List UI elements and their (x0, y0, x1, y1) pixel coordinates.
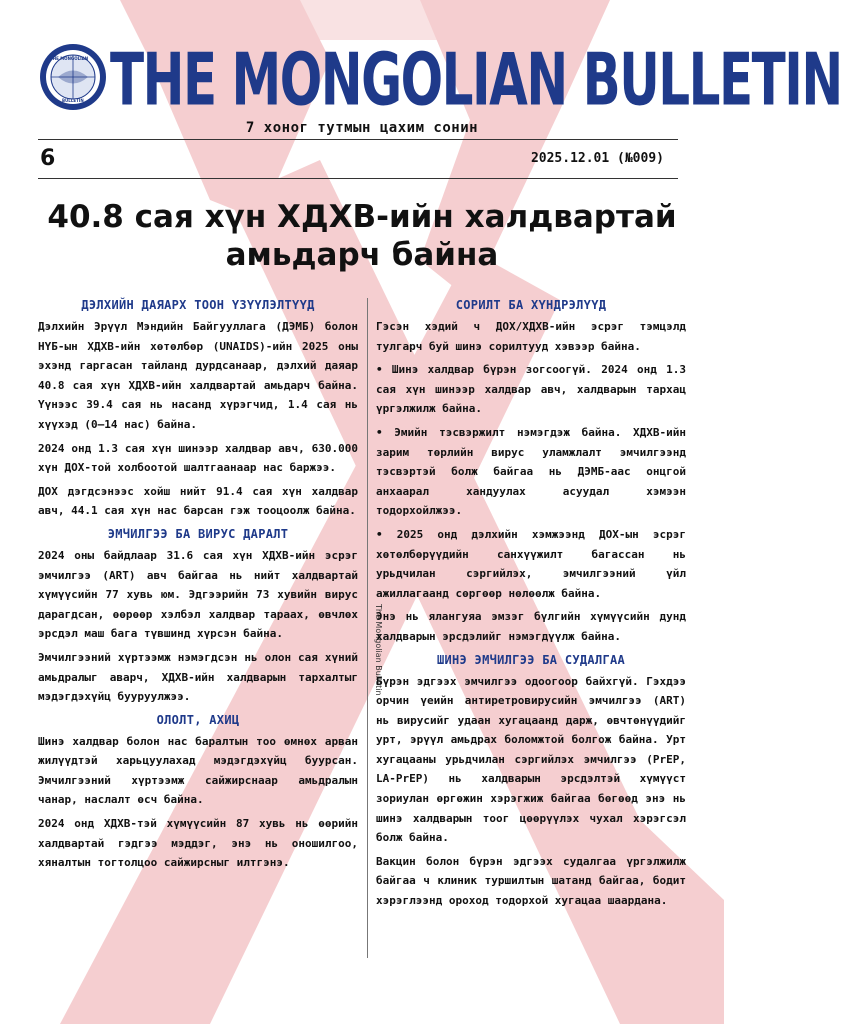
paragraph: Энэ нь ялангуяа эмзэг бүлгийн хүмүүсийн дунд халдварын эрсдэлийг нэмэгдүүлж байна. (376, 610, 686, 643)
bottom-rule (38, 178, 678, 179)
paragraph: Эмчилгээний хүртээмж нэмэгдсэн нь олон сая хүний амьдралыг аварч, ХДХВ-ийн халдварын тархалтыг мэдэгдэхүйц бууруулжээ. (38, 650, 358, 704)
paragraph: ДОХ дэгдсэнээс хойш нийт 91.4 сая хүн халдвар авч, 44.1 сая хүн нас барсан гэж тооцоолж байна. (38, 484, 358, 518)
section-heading-global-stats: ДЭЛХИЙН ДАЯАРХ ТООН ҮЗҮҮЛЭЛТҮҮД (81, 298, 315, 312)
left-column (38, 298, 358, 877)
issue-date: 2025.12.01 (№009) (530, 151, 664, 166)
section-heading-challenges: СОРИЛТ БА ХҮНДРЭЛҮҮД (455, 298, 607, 312)
section-heading-progress: ОЛОЛТ, АХИЦ (156, 712, 240, 727)
paragraph: 2024 онд 1.3 сая хүн шинээр халдвар авч, 630.000 хүн ДОХ-той холбоотой шалтгаанаар нас баржээ. (38, 441, 358, 475)
logo-text-bottom: BULLETIN (62, 98, 84, 103)
headline (30, 198, 694, 274)
section-heading-treatment: ЭМЧИЛГЭЭ БА ВИРУС ДАРАЛТ (107, 526, 289, 541)
paragraph: 2024 оны байдлаар 31.6 сая хүн ХДХВ-ийн эсрэг эмчилгээ (ART) авч байгаа нь нийт халдвартай хүмүүсийн 77 хувь юм. Эдгээрийн 73 хувийн вирус дарагдсан, өөрөөр хэлбэл халдвар тараах, өвчлөх эрсдэл маш бага түвшинд хүрсэн байна. (38, 548, 358, 641)
masthead-title: THE MONGOLIAN BULLETIN (110, 38, 842, 123)
paragraph: Гэсэн хэдий ч ДОХ/ХДХВ-ийн эсрэг тэмцэлд тулгарч буй шинэ сорилтууд хэвээр байна. (376, 320, 686, 353)
paragraph: Вакцин болон бүрэн эдгээх судалгаа үргэлжилж байгаа ч клиник туршилтын шатанд байгаа, бодит хэрэглээнд ороход тодорхой хугацаа шаардана. (376, 854, 686, 908)
section-heading-research: ШИНЭ ЭМЧИЛГЭЭ БА СУДАЛГАА (436, 652, 626, 667)
paragraph: Дэлхийн Эрүүл Мэндийн Байгууллага (ДЭМБ) болон НҮБ-ын ХДХВ-ийн хөтөлбөр (UNAIDS)-ийн 2025 оны эхэнд гаргасан тайланд дурдсанаар, дэлхий даяар 40.8 сая хүн ХДХВ-ийн халдвартай амьдарч байна. Үүнээс 39.4 сая нь насанд хүрэгчид, 1.4 сая нь хүүхэд (0–14 нас) байна. (38, 320, 358, 431)
paragraph: Бүрэн эдгээх эмчилгээ одоогоор байхгүй. Гэхдээ орчин үеийн антиретровирусийн эмчилгээ (ART) нь вирусийг удаан хугацаанд дарж, өвчтөнүүдийг урт, эрүүл амьдрах боломжтой болгож байна. Урт хугацааны урьдчилан сэргийлэх эмчилгээ (PrEP, LA-PrEP) нь халдварын эрсдэлтэй хүмүүст зориулан өргөжин хэрэгжиж байгаа бөгөөд энэ нь шинэ халдварын тоог цөөрүүлэх чухал хэрэгсэл болж байна. (376, 674, 686, 845)
right-column (376, 298, 686, 915)
tagline: 7 хоног тутмын цахим сонин (245, 120, 479, 136)
bullet-paragraph: • Эмийн тэсвэржилт нэмэгдэж байна. ХДХВ-ийн зарим төрлийн вирус уламжлалт эмчилгээнд тэсвэртэй болж байгаа нь ДЭМБ-аас онцгой анхаарал хандуулах асуудал хэмээн тодорхойлжээ. (376, 425, 686, 518)
bullet-paragraph: • Шинэ халдвар бүрэн зогсоогүй. 2024 онд 1.3 сая хүн шинээр халдвар авч, халдварын тархац үргэлжилж байна. (376, 363, 686, 416)
vertical-caption: The Mongolian Bulletin (374, 604, 383, 696)
bullet-paragraph: • 2025 онд дэлхийн хэмжээнд ДОХ-ын эсрэг хөтөлбөрүүдийн санхүүжилт багассан нь урьдчилан сэргийлэх, эмчилгээний үйл ажиллагаанд сөргөөр нөлөөлж байна. (376, 527, 686, 600)
paragraph: Шинэ халдвар болон нас баралтын тоо өмнөх арван жилүүдтэй харьцуулахад мэдэгдэхүйц буурсан. Эмчилгээний хүртээмж сайжирснаар амьдралын чанар, наслалт өсч байна. (38, 734, 358, 807)
issue-number: 6 (40, 146, 56, 171)
headline-line-2: амьдарч байна (225, 237, 499, 273)
paragraph: 2024 онд ХДХВ-тэй хүмүүсийн 87 хувь нь өөрийн халдвартай гэдгээ мэддэг, энэ нь оношилгоо, хяналтын тогтолцоо сайжирсныг илтгэнэ. (38, 817, 358, 870)
headline-line-1: 40.8 сая хүн ХДХВ-ийн халдвартай (47, 199, 677, 235)
logo-text-top: THE MONGOLIAN (50, 56, 89, 61)
top-rule (38, 139, 678, 140)
